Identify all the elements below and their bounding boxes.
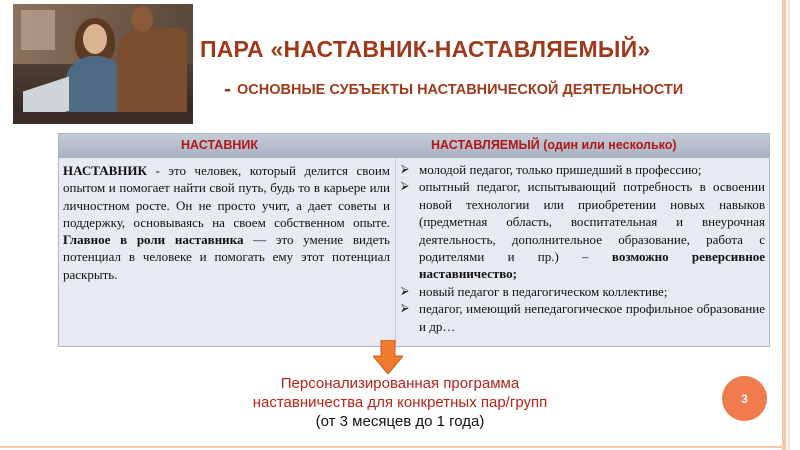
list-item: ⮚ молодой педагог, только пришедший в профессию; bbox=[401, 162, 702, 177]
arrowhead-bullet-icon: ⮚ bbox=[401, 284, 409, 297]
caption-line-1: Персонализированная программа bbox=[280, 375, 520, 392]
slide-subtitle bbox=[224, 78, 784, 102]
table-body bbox=[59, 158, 769, 346]
mentee-list bbox=[399, 161, 765, 335]
reverse-mentoring-emphasis: возможно реверсивное наставничество; bbox=[419, 249, 765, 282]
mentor-term: НАСТАВНИК bbox=[63, 163, 147, 178]
list-item: ⮚ новый педагог в педагогическом коллективе; bbox=[401, 283, 668, 299]
mentor-emphasis: Главное в роли наставника bbox=[63, 232, 244, 248]
header-mentee: НАСТАВЛЯЕМЫЙ (один или несколько) bbox=[431, 138, 677, 152]
arrowhead-bullet-icon: ⮚ bbox=[401, 180, 409, 193]
slide-title: ПАРА «НАСТАВНИК-НАСТАВЛЯЕМЫЙ» bbox=[200, 36, 651, 62]
arrowhead-bullet-icon: ⮚ bbox=[401, 302, 409, 315]
subtitle-dash: - bbox=[224, 78, 231, 101]
header-mentor: НАСТАВНИК bbox=[181, 138, 259, 152]
subtitle-text: ОСНОВНЫЕ СУБЪЕКТЫ НАСТАВНИЧЕСКОЙ ДЕЯТЕЛЬНОСТИ bbox=[237, 82, 684, 98]
mentor-definition-rest: — это умение видеть потенциал в человеке и помогать ему этот потенциал раскрыть. bbox=[63, 232, 390, 282]
mentor-definition-text: - это человек, который делится своим опытом и помогает найти свой путь, будь то в карьере или личностном росте. Он не просто учит, а дает советы и поддержку, основываясь на своем собственном опыте. bbox=[63, 163, 390, 230]
caption-line-3: (от 3 месяцев до 1 года) bbox=[315, 413, 485, 430]
program-caption bbox=[150, 374, 650, 431]
page-number-badge: 3 bbox=[722, 376, 767, 421]
mentor-definition bbox=[63, 162, 390, 283]
frame-line-bottom bbox=[0, 446, 786, 448]
table-header bbox=[59, 134, 769, 158]
caption-line-2: наставничества для конкретных пар/групп bbox=[252, 394, 548, 411]
down-arrow-icon bbox=[373, 340, 403, 374]
photo-mentor-and-mentee bbox=[13, 4, 193, 124]
list-item: ⮚ опытный педагог, испытывающий потребность в освоении новой технологии или приобретении новых навыков (предметная область, воспитательная и внеурочная деятельность, дополнительное образование, работа с родителями и пр.) – возможно реверсивное наставничество; bbox=[401, 179, 765, 282]
list-item: ⮚ педагог, имеющий непедагогическое профильное образование и др… bbox=[401, 301, 765, 334]
column-divider bbox=[395, 158, 396, 346]
frame-line-right bbox=[782, 0, 786, 450]
frame-line-right-inner bbox=[788, 0, 790, 450]
arrowhead-bullet-icon: ⮚ bbox=[401, 163, 409, 175]
comparison-table bbox=[58, 133, 770, 347]
